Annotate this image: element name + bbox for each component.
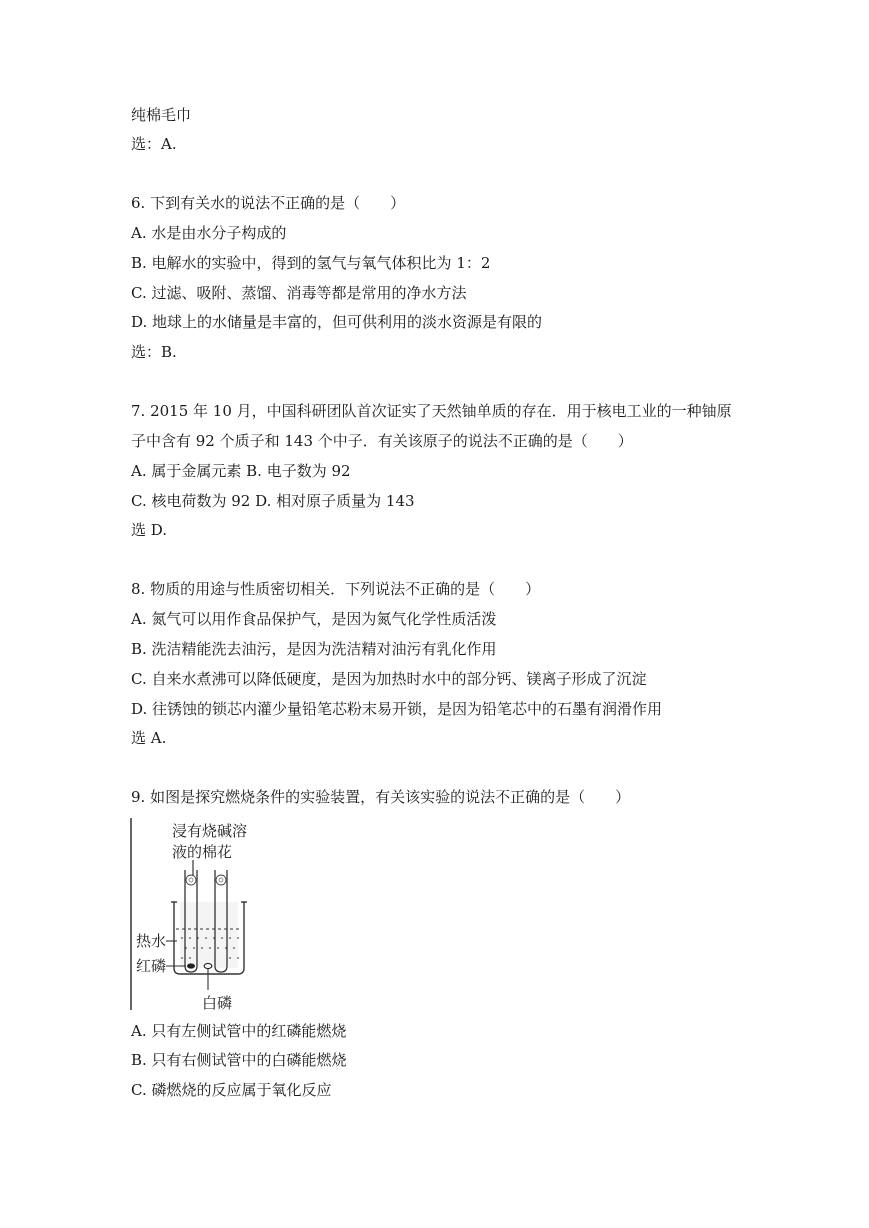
combustion-apparatus-figure [130,818,270,1012]
question-8-stem: 8. 物质的用途与性质密切相关．下列说法不正确的是（ ） [131,580,541,598]
figure-label-white-phosphorus: 白磷 [202,994,233,1012]
question-6-stem: 6. 下到有关水的说法不正确的是（ ） [131,194,406,212]
question-8-option-c: C. 自来水煮沸可以降低硬度，是因为加热时水中的部分钙、镁离子形成了沉淀 [131,670,647,688]
question-7-answer: 选 D. [131,521,168,539]
answer-line: 选：A. [131,135,177,153]
question-7-options-ab: A. 属于金属元素 B. 电子数为 92 [131,462,351,480]
figure-label-hot-water: 热水 [136,932,167,950]
question-8-option-b: B. 洗洁精能洗去油污，是因为洗洁精对油污有乳化作用 [131,640,497,658]
question-8-option-a: A. 氮气可以用作食品保护气，是因为氮气化学性质活泼 [131,610,497,628]
question-9-option-b: B. 只有右侧试管中的白磷能燃烧 [131,1051,347,1069]
text-line: 纯棉毛巾 [131,106,192,124]
question-7-options-cd: C. 核电荷数为 92 D. 相对原子质量为 143 [131,492,415,510]
question-8-answer: 选 A. [131,729,167,747]
question-9-stem: 9. 如图是探究燃烧条件的实验装置，有关该实验的说法不正确的是（ ） [131,788,631,806]
question-6-option-d: D. 地球上的水储量是丰富的，但可供利用的淡水资源是有限的 [131,313,543,331]
question-6-option-b: B. 电解水的实验中，得到的氢气与氧气体积比为 1：2 [131,254,491,272]
question-9-option-a: A. 只有左侧试管中的红磷能燃烧 [131,1022,347,1040]
question-7-stem-line1: 7. 2015 年 10 月，中国科研团队首次证实了天然铀单质的存在．用于核电工业的一种铀原 [131,402,732,420]
question-6-option-a: A. 水是由水分子构成的 [131,224,287,242]
cotton-left [186,875,196,885]
question-6-answer: 选：B. [131,343,177,361]
figure-label-cotton-line2: 液的棉花 [172,843,233,861]
question-6-option-c: C. 过滤、吸附、蒸馏、消毒等都是常用的净水方法 [131,284,467,302]
figure-label-cotton-line1: 浸有烧碱溶 [172,822,248,840]
question-8-option-d: D. 往锈蚀的锁芯内灌少量铅笔芯粉末易开锁，是因为铅笔芯中的石墨有润滑作用 [131,700,663,718]
question-7-stem-line2: 子中含有 92 个质子和 143 个中子．有关该原子的说法不正确的是（ ） [131,432,633,450]
question-9-option-c: C. 磷燃烧的反应属于氧化反应 [131,1081,332,1099]
figure-label-red-phosphorus: 红磷 [136,957,167,975]
red-phosphorus [187,963,195,968]
cotton-right [216,875,226,885]
